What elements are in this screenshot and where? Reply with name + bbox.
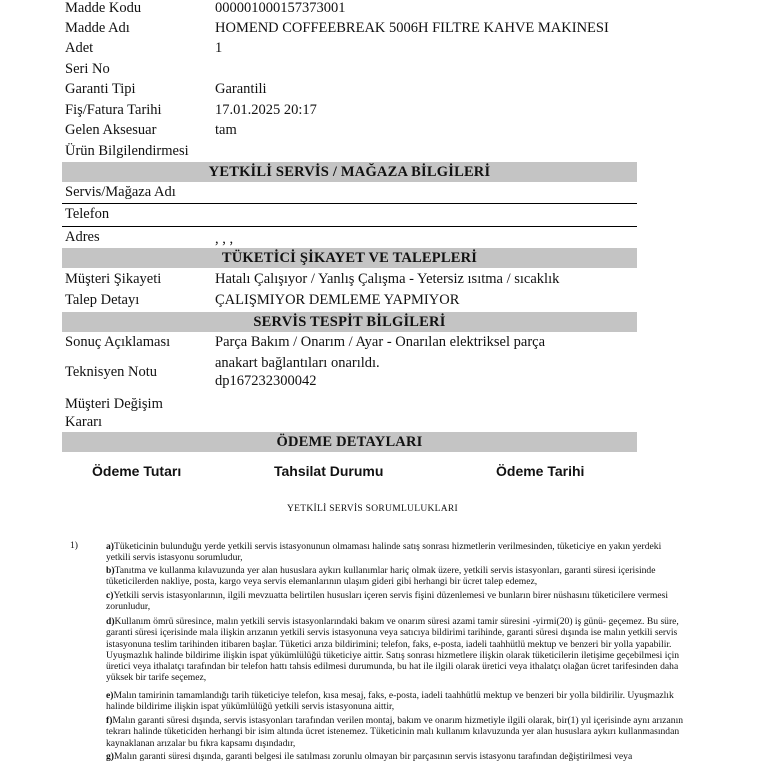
field-value-accessories: tam [215,122,237,138]
clause-text: Malın garanti süresi dışında, servis istasyonları tarafından verilen montaj, bakım ve onarım hizmetiyle ilgili olarak, bir(1) yıl içerisinde aynı arızanın tekrarı halinde tüketiciden herhangi bir isim altında ücret istenemez. Tüketicinin malı kullanım kılavuzunda yer alan hususlara aykırı kullanmasından kaynaklanan arızalar bu fıkra kapsamı dışındadır, [106,715,684,749]
clause-letter: f) [106,715,113,726]
clause-text: Tanıtma ve kullanma kılavuzunda yer alan hususlara aykırı kullanımlar hariç olmak üzere, yetkili servis istasyonları, garanti süresi içerisinde tüketicilerden nakliye, posta, kargo veya servis elemanlarının ulaşım gideri gibi herhangi bir ücret talep edemez, [106,565,656,588]
result-value: Parça Bakım / Onarım / Ayar - Onarılan elektriksel parça [215,334,546,350]
clause-item [106,690,686,713]
complaint-value: Hatalı Çalışıyor / Yanlış Çalışma - Yetersiz ısıtma / sıcaklık [215,271,560,287]
result-label: Sonuç Açıklaması [65,334,171,350]
address-label: Adres [65,229,100,245]
field-value-item-name: HOMEND COFFEEBREAK 5006H FILTRE KAHVE MAKINESI [215,20,609,36]
clause-text: Yetkili servis istasyonlarının, ilgili mevzuatta belirtilen hususları içeren servis fişini düzenlemesi ve bunların birer nüshasını tüketicilere vermesi zorunludur, [106,590,668,613]
clause-letter: c) [106,590,114,601]
clause-text: Tüketicinin bulunduğu yerde yetkili servis istasyonunun olmaması halinde satış sonrası hizmetlerin verilmesinden, tüketiciye en yakın yerdeki yetkili servis istasyonu sorumludur, [106,541,662,564]
request-label: Talep Detayı [65,292,140,308]
clause-letter: d) [106,616,115,627]
payment-section-header: ÖDEME DETAYLARI [62,432,637,452]
clause-text: Malın garanti süresi dışında, garanti belgesi ile satılması zorunlu olmayan bir parçasının servis istasyonu tarafından değiştirilmesi veya [114,751,633,762]
field-label-warranty-type: Garanti Tipi [65,81,136,97]
customer-change-label: Müşteri Değişim [65,396,163,412]
service-section-header: YETKİLİ SERVİS / MAĞAZA BİLGİLERİ [62,162,637,182]
clause-letter: g) [106,751,114,762]
clause-item [106,590,686,613]
divider [62,226,637,227]
store-name-label: Servis/Mağaza Adı [65,184,176,200]
field-value-warranty-type: Garantili [215,81,267,97]
clause-letter: b) [106,565,115,576]
technician-note-code: dp167232300042 [215,373,317,389]
clause-text: Malın tamirinin tamamlandığı tarih tüketiciye telefon, kısa mesaj, faks, e-posta, iadeli taahhütlü mektup ve benzeri bir yolla bildirilir. Uyuşmazlık halinde bildirime ilişkin ispat yükümlülüğü yetkili servis istasyonuna aittir, [106,690,674,713]
field-value-item-code: 000001000157373001 [215,0,346,16]
payment-date-header: Ödeme Tarihi [496,463,585,479]
field-value-quantity: 1 [215,40,223,56]
field-label-product-info: Ürün Bilgilendirmesi [65,143,189,159]
address-value: , , , [215,231,234,247]
field-label-item-code: Madde Kodu [65,0,142,16]
field-label-quantity: Adet [65,40,94,56]
complaint-section-header: TÜKETİCİ ŞİKAYET VE TALEPLERİ [62,248,637,268]
request-value: ÇALIŞMIYOR DEMLEME YAPMIYOR [215,292,460,308]
customer-change-label-cont: Kararı [65,414,103,430]
field-value-invoice-date: 17.01.2025 20:17 [215,102,317,118]
clause-item [106,541,686,564]
field-label-item-name: Madde Adı [65,20,130,36]
complaint-label: Müşteri Şikayeti [65,271,162,287]
responsibilities-title: YETKİLİ SERVİS SORUMLULUKLARI [286,504,459,514]
findings-section-header: SERVİS TESPİT BİLGİLERİ [62,312,637,332]
clause-text: Kullanım ömrü süresince, malın yetkili servis istasyonlarındaki bakım ve onarım süresi azami tamir süresini -yirmi(20) iş günü- geçemez. Bu süre, garanti süresi içerisinde mala ilişkin arızanın yetkili servis istasyonuna veya satıcıya bildirimi tarihinde, garanti süresi dışında ise malın yetkili servis istasyonuna teslim tarihinden itibaren başlar. Tüketici arıza bildirimini; telefon, faks, e-posta, iadeli taahhütlü mektup ve benzeri bir yolla yapabilir. Uyuşmazlık halinde bildirime ilişkin ispat yükümlülüğü tüketiciye aittir. Satış sonrası hizmetlere ilişkin olarak tüketicilerin iletişime geçebilmesi için üretici veya ithalatçı tarafından bir telefon hattı tahsis edilmesi durumunda, bu hat ile ilgili olarak üretici veya ithalatçı olağan ücret tarifesinden daha yüksek bir tarife seçemez, [106,616,680,684]
phone-label: Telefon [65,206,110,222]
clause-item [106,616,686,684]
technician-note-line: anakart bağlantıları onarıldı. [215,355,380,371]
clause-item [106,565,686,588]
payment-amount-header: Ödeme Tutarı [92,463,182,479]
field-label-accessories: Gelen Aksesuar [65,122,157,138]
clause-item [106,751,686,768]
divider [62,203,637,204]
field-label-serial-no: Seri No [65,61,110,77]
clause-letter: a) [106,541,114,552]
clause-item [106,715,686,749]
payment-status-header: Tahsilat Durumu [274,463,384,479]
clause-letter: e) [106,690,114,701]
clause-number: 1) [70,540,78,551]
field-label-invoice-date: Fiş/Fatura Tarihi [65,102,162,118]
technician-note-label: Teknisyen Notu [65,364,158,380]
